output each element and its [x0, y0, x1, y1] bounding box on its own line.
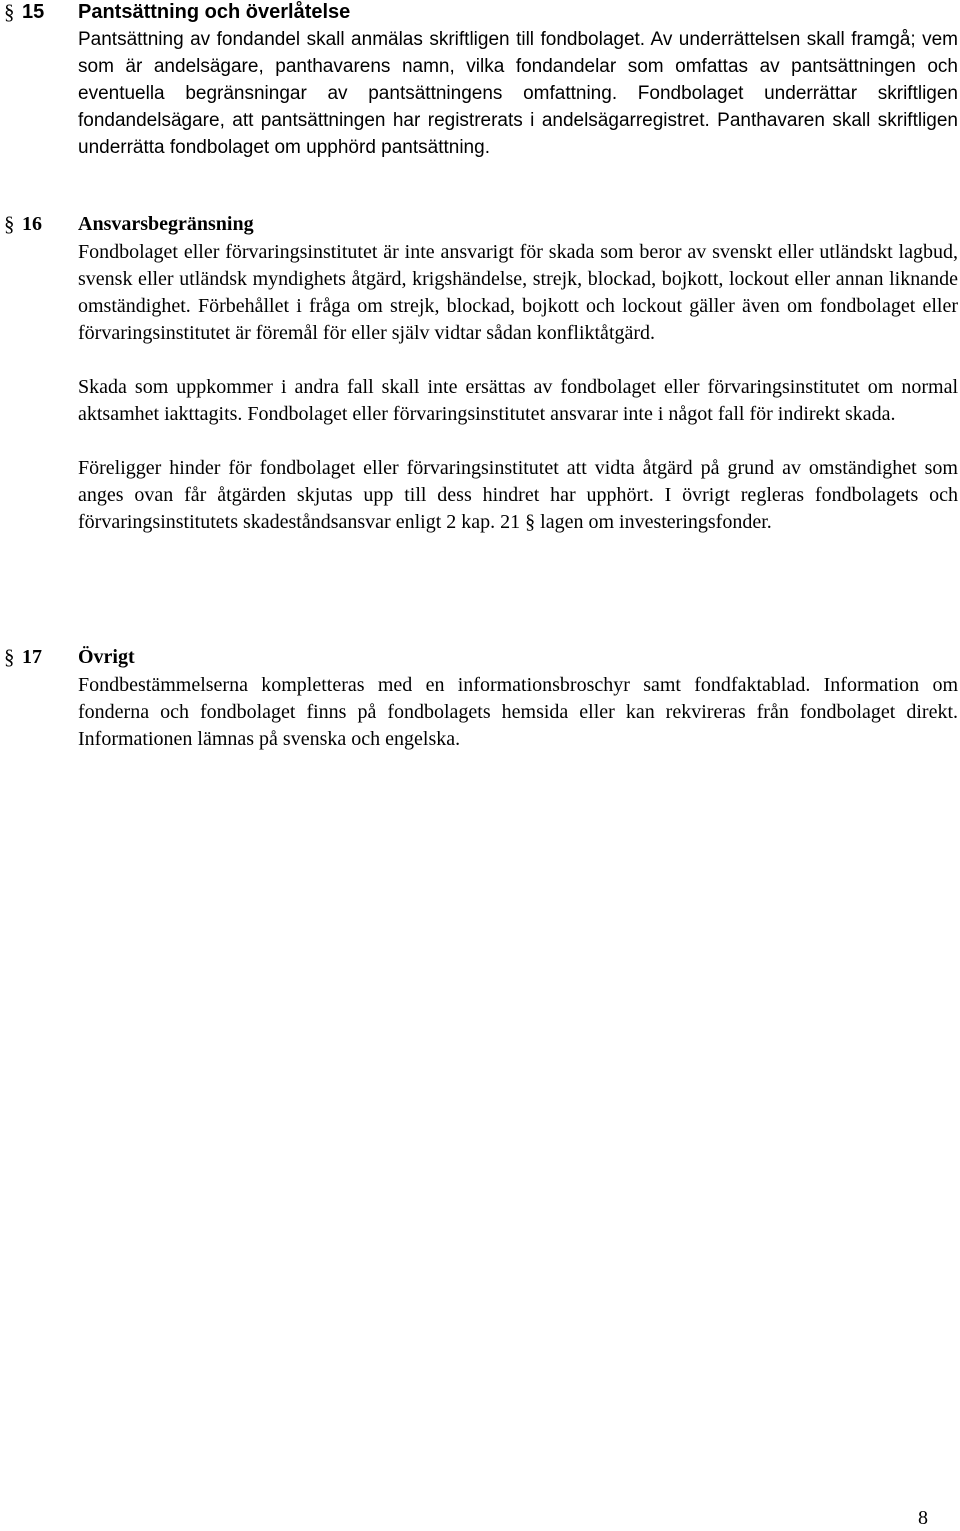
section-number: 15 [22, 1, 45, 23]
section-paragraph: Fondbolaget eller förvaringsinstitutet är inte ansvarigt för skada som beror av svenskt eller utländskt lagbud, svensk eller utländsk myndighets åtgärd, krigshändelse, strejk, blockad, bojkott, lockout eller annan liknande omständighet. Förbehållet i fråga om strejk, blockad, bojkott och lockout gäller även om fondbolaget eller förvaringsinstitutet är föremål för eller själv vidtar sådan konfliktåtgärd. [78, 241, 958, 344]
section-title: Pantsättning och överlåtelse [78, 1, 351, 23]
section-symbol: § [4, 0, 15, 24]
section-heading [0, 212, 960, 237]
page-number: 8 [918, 1507, 928, 1529]
section-symbol: § [4, 645, 15, 669]
section-17 [0, 645, 960, 753]
section-paragraph: Fondbestämmelserna kompletteras med en informationsbroschyr samt fondfaktablad. Information om fonderna och fondbolaget finns på fondbolagets hemsida eller kan rekvireras från fondbolaget direkt. Informationen lämnas på svenska och engelska. [78, 674, 958, 750]
section-paragraph: Pantsättning av fondandel skall anmälas skriftligen till fondbolaget. Av underrättelsen skall framgå; vem som är andelsägare, panthavarens namn, vilka fondandelar som omfattas av pantsättningen och eventuella begränsningar av pantsättningens omfattning. Fondbolaget underrättar skriftligen fondandelsägare, att pantsättningen har registrerats i andelsägarregistret. Panthavaren skall skriftligen underrätta fondbolaget om upphörd pantsättning. [78, 29, 958, 158]
section-symbol: § [4, 212, 15, 236]
section-heading [0, 645, 960, 670]
section-16 [0, 212, 960, 536]
section-number: 16 [22, 213, 42, 235]
section-paragraph: Föreligger hinder för fondbolaget eller förvaringsinstitutet att vidta åtgärd på grund av omständighet som anges ovan får åtgärden skjutas upp till dess hindret har upphört. I övrigt regleras fondbolagets och förvaringsinstitutets skadeståndsansvar enligt 2 kap. 21 § lagen om investeringsfonder. [78, 457, 958, 533]
section-paragraph: Skada som uppkommer i andra fall skall inte ersättas av fondbolaget eller förvaringsinstitutet om normal aktsamhet iakttagits. Fondbolaget eller förvaringsinstitutet ansvarar inte i något fall för indirekt skada. [78, 376, 958, 425]
section-heading [0, 0, 960, 25]
section-15 [0, 0, 960, 161]
section-title: Övrigt [78, 646, 135, 668]
section-number: 17 [22, 646, 42, 668]
section-title: Ansvarsbegränsning [78, 213, 254, 235]
